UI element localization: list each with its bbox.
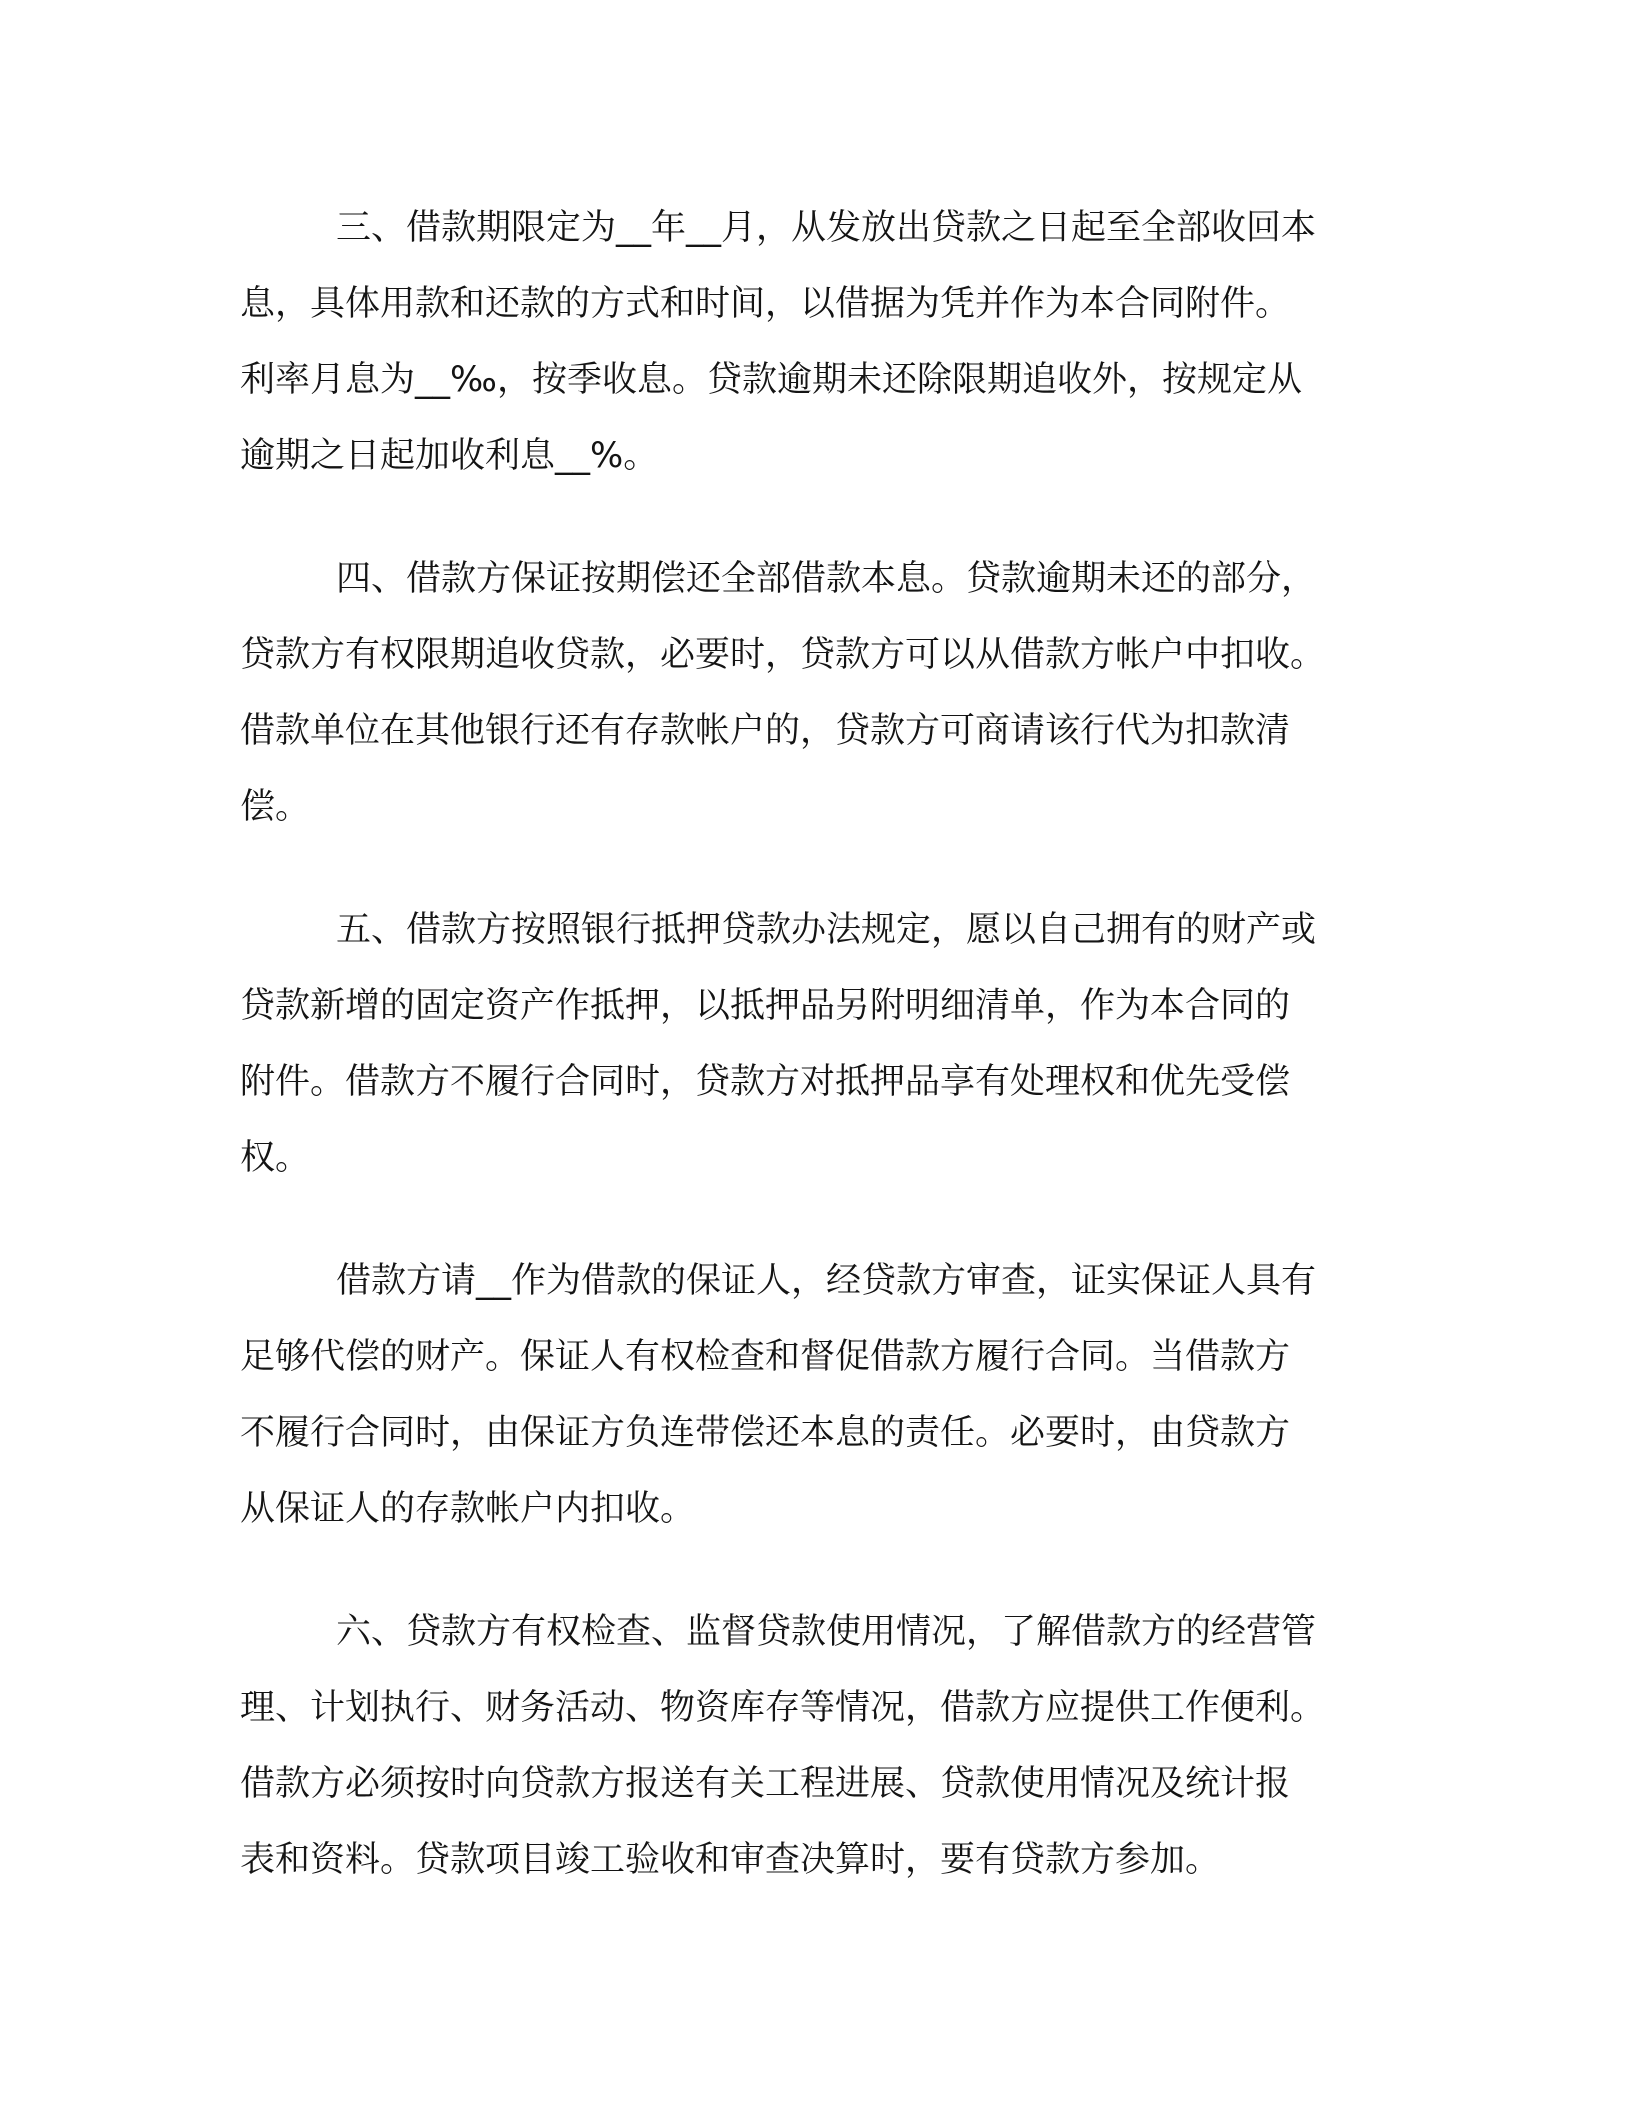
paragraph-line: 附件。借款方不履行合同时，贷款方对抵押品享有处理权和优先受偿	[240, 1062, 1291, 1102]
paragraph-line: 息，具体用款和还款的方式和时间，以借据为凭并作为本合同附件。	[240, 284, 1291, 324]
paragraph-line: 借款方必须按时向贷款方报送有关工程进展、贷款使用情况及统计报	[240, 1764, 1291, 1804]
paragraph-line: 表和资料。贷款项目竣工验收和审查决算时，要有贷款方参加。	[240, 1840, 1221, 1880]
guarantor-paragraph	[240, 1243, 1390, 1547]
paragraph-line: 四、借款方保证按期偿还全部借款本息。贷款逾期未还的部分，	[336, 559, 1317, 599]
clause-six-paragraph	[240, 1594, 1390, 1898]
clause-five-paragraph	[240, 892, 1390, 1196]
paragraph-line: 六、贷款方有权检查、监督贷款使用情况，了解借款方的经营管	[336, 1612, 1317, 1652]
paragraph-line: 五、借款方按照银行抵押贷款办法规定，愿以自己拥有的财产或	[336, 910, 1317, 950]
paragraph-line: 借款单位在其他银行还有存款帐户的，贷款方可商请该行代为扣款清	[240, 711, 1291, 751]
paragraph-line: 足够代偿的财产。保证人有权检查和督促借款方履行合同。当借款方	[240, 1337, 1291, 1377]
clause-three-paragraph	[240, 190, 1390, 494]
paragraph-line: 权。	[240, 1138, 311, 1178]
paragraph-line: 利率月息为__‰，按季收息。贷款逾期未还除限期追收外，按规定从	[240, 360, 1302, 400]
paragraph-line: 理、计划执行、财务活动、物资库存等情况，借款方应提供工作便利。	[240, 1688, 1326, 1728]
paragraph-line: 贷款新增的固定资产作抵押，以抵押品另附明细清单，作为本合同的	[240, 986, 1291, 1026]
paragraph-line: 借款方请__作为借款的保证人，经贷款方审查，证实保证人具有	[336, 1261, 1317, 1301]
paragraph-line: 从保证人的存款帐户内扣收。	[240, 1489, 696, 1529]
document-body	[240, 190, 1390, 1945]
clause-four-paragraph	[240, 541, 1390, 845]
paragraph-line: 偿。	[240, 787, 311, 827]
paragraph-line: 贷款方有权限期追收贷款，必要时，贷款方可以从借款方帐户中扣收。	[240, 635, 1326, 675]
paragraph-line: 逾期之日起加收利息__%。	[240, 436, 659, 476]
paragraph-line: 不履行合同时，由保证方负连带偿还本息的责任。必要时，由贷款方	[240, 1413, 1291, 1453]
paragraph-line: 三、借款期限定为__年__月，从发放出贷款之日起至全部收回本	[336, 208, 1317, 248]
